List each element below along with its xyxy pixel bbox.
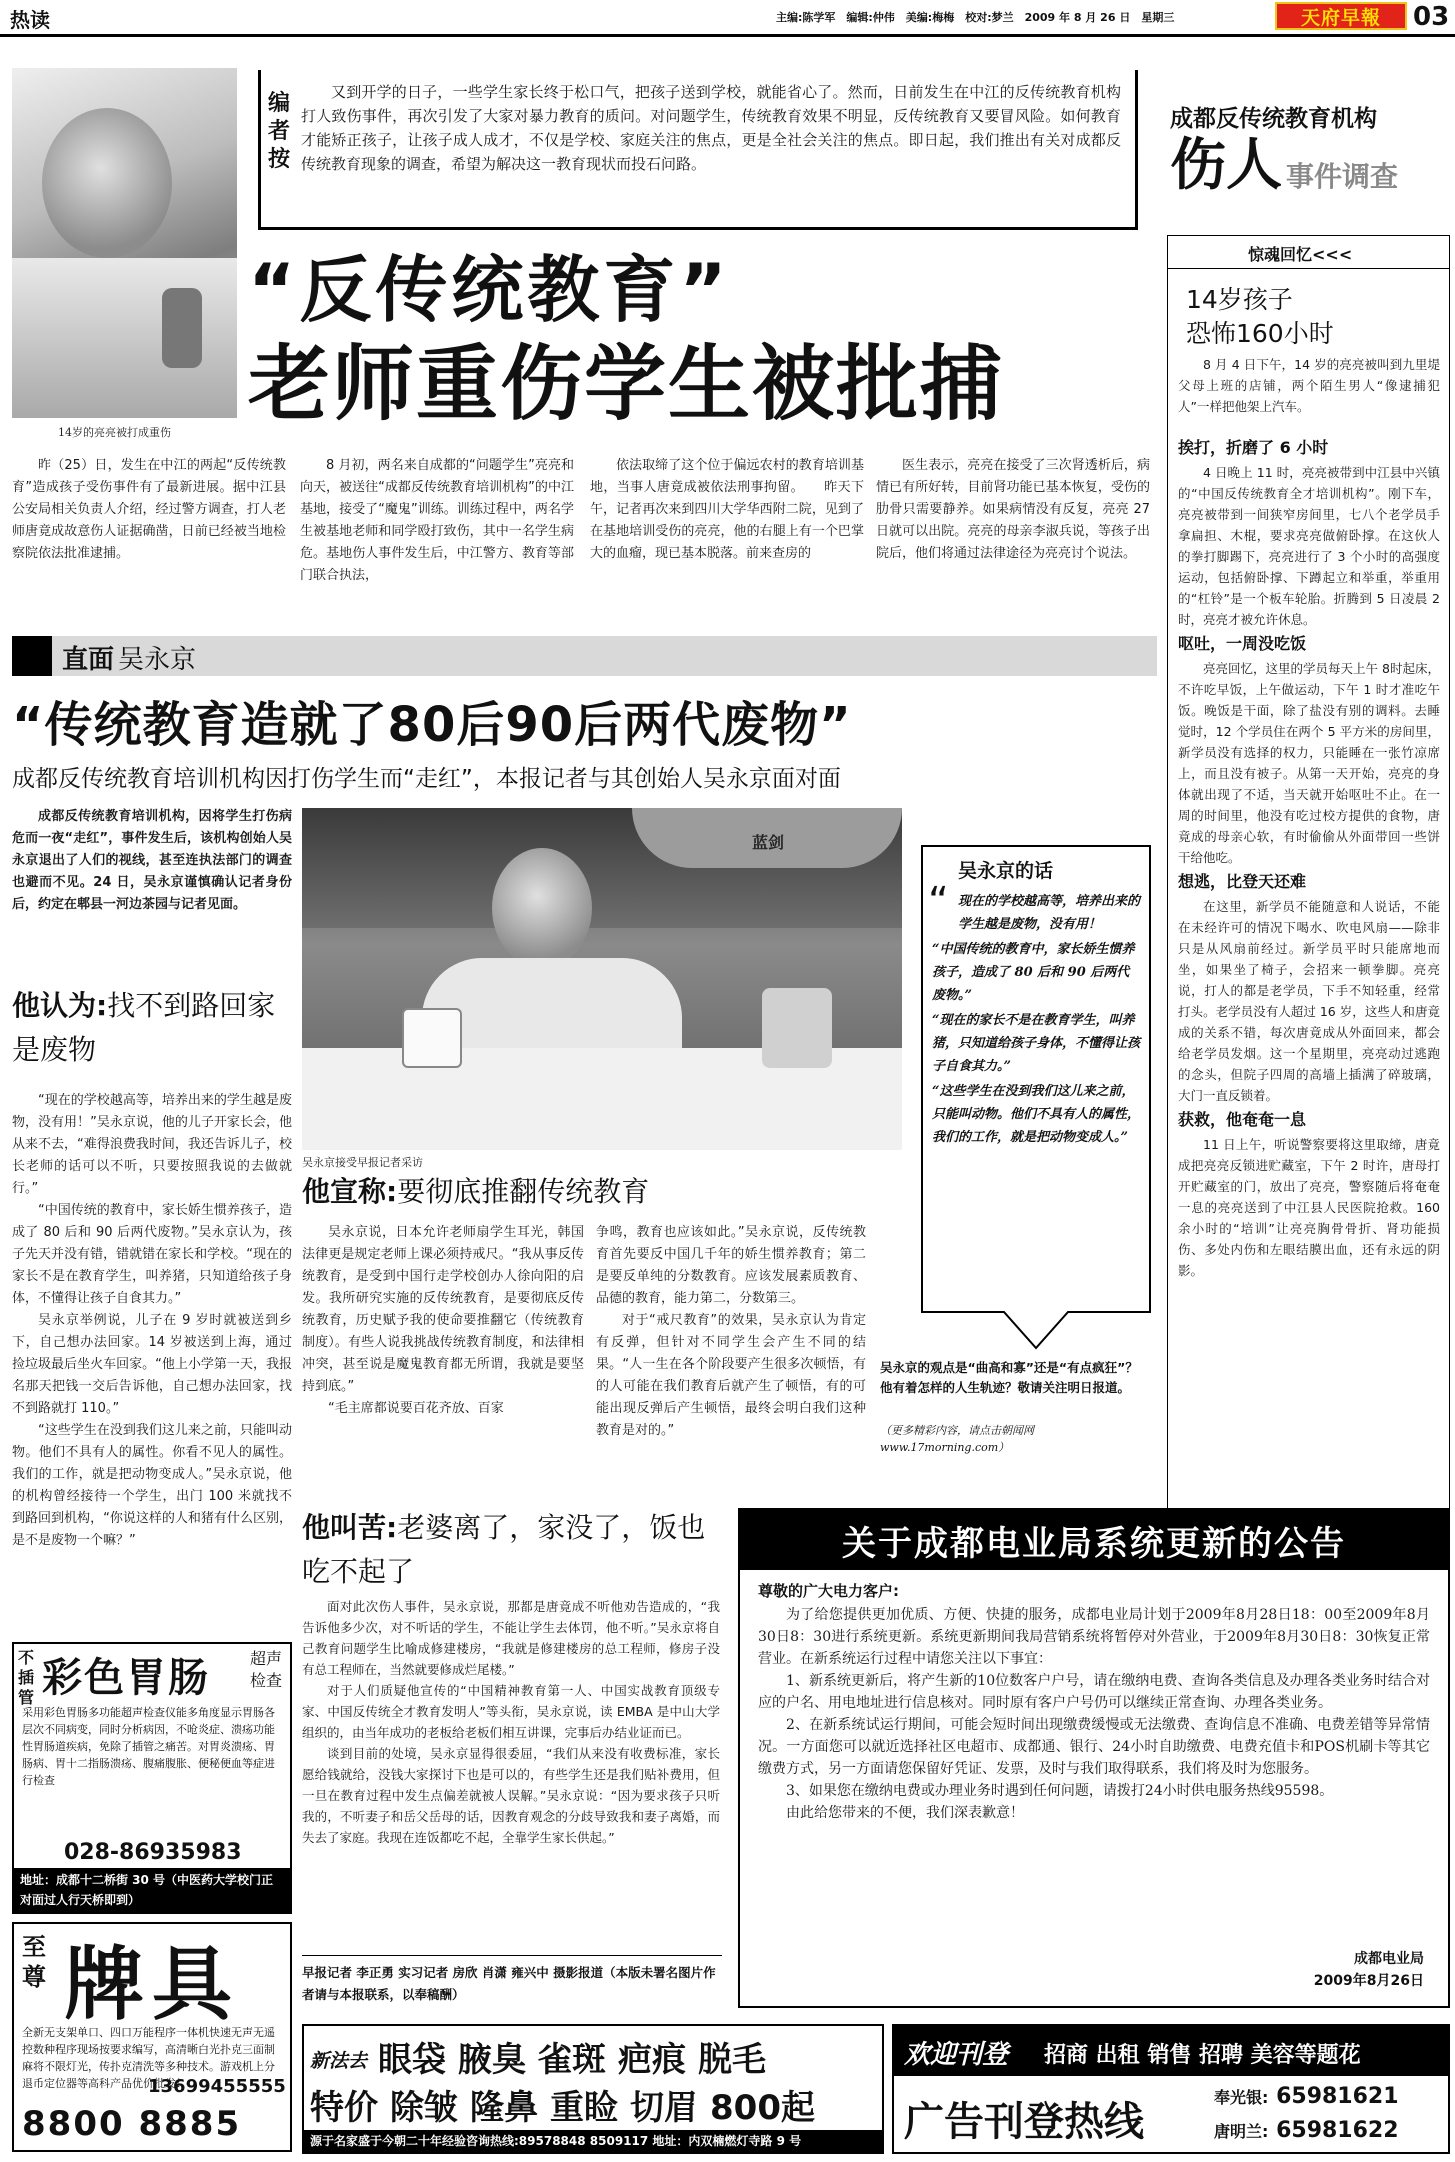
notice-para: 2、在新系统试运行期间，可能会短时间出现缴费缓慢或无法缴费、查询信息不准确、电费差错等异常情况。一方面您可以就近选择社区电超市、成都通、银行、24小时自助缴费、电费充值卡和POS机刷卡等其它缴费方式，另一方面请您保留好凭证、发票，及时与我们取得联系，我们将及时为您服务。	[758, 1717, 1430, 1777]
ad4-hotline: 广告刊登热线	[904, 2099, 1144, 2145]
sidebar-title-2: 恐怖160小时	[1186, 319, 1334, 348]
ad3-line2	[310, 2080, 815, 2129]
s2-prefix: 他宣称:	[302, 1175, 398, 1208]
s3-title	[302, 1508, 732, 1596]
ad-cards	[12, 1922, 292, 2152]
editor-note-label: 编者按	[267, 91, 290, 172]
quote-list	[932, 890, 1140, 1149]
notice-greeting: 尊敬的广大电力客户:	[758, 1582, 899, 1600]
sidebar-text-3: 在这里，新学员不能随意和人说话，不能在未经许可的情况下喝水、吹电风扇——除非只是从风扇前经过。新学员平时只能席地而坐，如果坐了椅子，会招来一顿拳脚。亮亮说，打人的都是老学员，下手不知轻重，经常打头。老学员没有人超过 16 岁，这些人和唐竟成的关系不错，每次唐竟成从外面回来，都会给老学员发烟。这一个星期里，亮亮动过逃跑的念头，但院子四周的高墙上插满了碎玻璃，大门一直反锁着。	[1178, 899, 1440, 1103]
quote-more[interactable]: （更多精彩内容，请点击朝闻网 www.17morning.com）	[880, 1424, 1034, 1454]
ad3-item: 疤痕	[618, 2040, 686, 2080]
ad4-contact2-name: 唐明兰:	[1214, 2122, 1269, 2141]
notice-title: 关于成都电业局系统更新的公告	[842, 1523, 1346, 1564]
main-headline	[248, 245, 1168, 435]
notice-title-bar	[740, 1510, 1448, 1570]
s3-para: 谈到目前的处境，吴永京显得很委屈，“我们从来没有收费标准，家长愿给钱就给，没钱大家探讨下也是可以的，有些学生还是我们贴补费用，但一旦在教育过程中发生点偏差就被人误解。”吴永京说：“因为要求孩子只听我的，不听妻子和岳父岳母的话，因教育观念的分歧导致我和妻子离婚，而失去了家庭。我现在连饭都吃不起，全靠学生家长供起。”	[302, 1746, 720, 1845]
headline-line1: “反传统教育”	[248, 248, 731, 332]
ad3-item: 腋臭	[458, 2040, 526, 2080]
section-name: 热读	[10, 8, 50, 32]
ad4-contact1[interactable]	[1214, 2084, 1399, 2109]
s1-para: 吴永京举例说，儿子在 9 岁时就被送到乡下，自己想办法回家。14 岁被送到上海，通过捡垃圾最后坐火车回家。“他上小学第一天，我报名那天把钱一交后告诉他，自己想办法回家，找不到路就打 110。”	[12, 1313, 292, 1416]
notice-body	[758, 1604, 1430, 1824]
s3-title-text: 老婆离了，家没了，饭也吃不起了	[302, 1511, 706, 1588]
quote-box-title: 吴永京的话	[958, 860, 1054, 882]
ad3-item: 隆鼻	[470, 2088, 538, 2128]
page-number: 03	[1413, 2, 1450, 32]
s1-title-text: 找不到路回家是废物	[12, 989, 276, 1066]
s2-para: “毛主席都说要百花齐放、百家	[328, 1401, 504, 1416]
ad3-item: 雀斑	[538, 2040, 606, 2080]
ad3-prefix: 新法去	[310, 2050, 368, 2072]
brand-name: 天府早報	[1300, 6, 1381, 29]
s2-title	[302, 1172, 649, 1216]
ad1-addr: 地址：成都十二桥街 30 号（中医药大学校门正对面过人行天桥即到）	[14, 1868, 290, 1912]
ad-gastro	[12, 1642, 292, 1914]
s3-byline: 早报记者 李正勇 实习记者 房欣 肖潇 雍兴中 摄影报道（本版未署名图片作者请与本报联系，以奉稿酬）	[302, 1965, 716, 2002]
ad2-body: 全新无支架单口、四口万能程序一体机快速无声无遥控数种程序现场按要求编写，高清晰白光扑克三面制麻将不限灯光，传扑克清洗等多种技术。游戏机上分退币定位器等高科产品优价批发！	[22, 2026, 275, 2090]
page-header	[0, 0, 1455, 34]
series-kicker: 成都反传统教育机构	[1170, 106, 1377, 132]
ad1-title: 彩色胃肠	[42, 1655, 210, 1701]
quote-4: “这些学生在没到我们这儿来之前，只能叫动物。他们不具有人的属性，我们的工作，就是把动物变成人。”	[932, 1084, 1141, 1145]
notice-para: 为了给您提供更加优质、方便、快捷的服务，成都电业局计划于2009年8月28日18：00至2009年8月30日8：30进行系统更新。系统更新期间我局营销系统将暂停对外营业，于2009年8月30日8：30恢复正常营业。在新系统运行过程中请您关注以下事宜：	[758, 1607, 1430, 1667]
lead-col-4: 医生表示，亮亮在接受了三次肾透析后，病情已有所好转，目前肾功能已基本恢复，受伤的肋骨只需要静养。如果病情没有反复，亮亮 27 日就可以出院。亮亮的母亲李淑兵说，等孩子出院后，他们将通过法律途径为亮亮讨个说法。	[876, 458, 1150, 561]
s1-para: “这些学生在没到我们这儿来之前，只能叫动物。他们不具有人的属性。你看不见人的属性。我们的工作，就是把动物变成人。”吴永京说，他的机构曾经接待一个学生，出门 100 米就找不到路回到机构，“你说这样的人和猪有什么区别，是不是废物一个嘛？”	[12, 1423, 292, 1548]
s2-body-right	[596, 1222, 866, 1442]
sidebar-text-4: 11 日上午，听说警察要将这里取缔，唐竟成把亮亮反锁进贮藏室，下午 2 时许，唐母打开贮藏室的门，放出了亮亮，警察随后将奄奄一息的亮亮送到了中江县人民医院抢救。160 余小时的“培训”让亮亮胸骨骨折、肾功能损伤、多处内伤和左眼结膜出血，还有永远的阴影。	[1178, 1137, 1440, 1278]
series-title-small: 事件调查	[1286, 160, 1399, 193]
lead-col-2: 8 月初，两名来自成都的“问题学生”亮亮和向天，被送往“成都反传统教育培训机构”的中江基地，接受了“魔鬼”训练。训练过程中，两名学生被基地老师和同学殴打致伤，其中一名学生病危。基地伤人事件发生后，中江警方、教育等部门联合执法，	[300, 458, 574, 583]
ad4-contact2-phone: 65981622	[1276, 2118, 1399, 2143]
notice-para: 由此给您带来的不便，我们深表歉意！	[786, 1805, 1024, 1821]
section-band	[12, 636, 1157, 676]
sidebar-box	[1167, 235, 1450, 1540]
s3-body	[302, 1596, 720, 1848]
s1-title	[12, 986, 282, 1074]
ad3-item: 眼袋	[378, 2040, 446, 2080]
notice-para: 3、如果您在缴纳电费或办理业务时遇到任何问题，请拨打24小时供电服务热线95598。	[786, 1783, 1334, 1799]
editor-note-text: 又到开学的日子，一些学生家长终于松口气，把孩子送到学校，就能省心了。然而，日前发生在中江的反传统教育机构打人致伤事件，再次引发了大家对暴力教育的质问。对问题学生，传统教育效果不明显，反传统教育又要冒风险。如何教育才能矫正孩子，让孩子成人成才，不仅是学校、家庭关注的焦点，更是全社会关注的焦点。即日起，我们推出有关对成都反传统教育现象的调查，希望为解决这一教育现状而投石问路。	[301, 83, 1121, 173]
ad-placement	[892, 2024, 1450, 2154]
ad4-contact1-phone: 65981621	[1276, 2084, 1399, 2109]
sidebar-intro: 8 月 4 日下午，14 岁的亮亮被叫到九里堤父母上班的店铺，两个陌生男人“像逮捕犯人”一样把他架上汽车。	[1178, 357, 1440, 414]
ad3-item: 脱毛	[698, 2040, 766, 2080]
ad3-line1	[378, 2032, 766, 2081]
quote-mark-icon: “	[928, 879, 949, 925]
s3-para: 对于人们质疑他宣传的“中国精神教育第一人、中国实战教育顶级专家、中国反传统全才教育发明人”等头衔，吴永京说，读 EMBA 是中山大学组织的，由当年成功的老板给老板们相互讲课，完事后办结业证而已。	[302, 1683, 720, 1740]
sidebar-head-3: 想逃，比登天还难	[1178, 872, 1307, 891]
sidebar-body	[1178, 434, 1440, 1281]
quote-footer: 吴永京的观点是“曲高和寡”还是“有点疯狂”？他有着怎样的人生轨迹？敬请关注明日报道。	[880, 1360, 1138, 1395]
injured-boy-photo	[12, 68, 237, 418]
face-subhead: 成都反传统教育培训机构因打伤学生而“走红”，本报记者与其创始人吴永京面对面	[12, 766, 841, 792]
s1-body	[12, 1090, 292, 1552]
ad3-item: 除皱	[390, 2088, 458, 2128]
s2-para: 争鸣，教育也应该如此。”吴永京说，反传统教育首先要反中国几千年的娇生惯养教育；第二是要反单纯的分数教育。应该发展素质教育、品德的教育，能力第二，分数第三。	[596, 1225, 866, 1306]
ad4-contact2[interactable]	[1214, 2118, 1399, 2143]
notice-date: 2009年8月26日	[1313, 1973, 1424, 1989]
s2-body-left	[302, 1222, 584, 1420]
credits: 主编:陈学军 编辑:仲伟 美编:梅梅 校对:梦兰 2009 年 8 月 26 日 星期三	[776, 11, 1175, 24]
band-label-bold: 直面	[62, 645, 115, 675]
ad3-item: 切眉	[630, 2088, 698, 2128]
ad4-items: 招商 出租 销售 招聘 美容等题花	[1044, 2043, 1361, 2068]
s3-byline-rule	[302, 1955, 722, 1956]
quote-1: 现在的学校越高等，培养出来的学生越是废物，没有用！	[958, 894, 1141, 932]
ad3-special: 特价	[310, 2088, 378, 2128]
photo1-caption: 14岁的亮亮被打成重伤	[58, 426, 171, 439]
quote-box	[918, 842, 1154, 1352]
header-rule	[0, 34, 1455, 37]
quote-2: “中国传统的教育中，家长娇生惯养孩子，造成了 80 后和 90 后两代废物。”	[932, 942, 1135, 1003]
lead-col-3: 依法取缔了这个位于偏远农村的教育培训基地，当事人唐竟成被依法刑事拘留。 昨天下午，记者再次来到四川大学华西附二院，见到了在基地培训受伤的亮亮，他的右腿上有一个巴掌大的血瘤，现已基本脱落。前来查房的	[590, 458, 864, 561]
photo2-caption: 吴永京接受早报记者采访	[302, 1156, 423, 1169]
power-notice	[738, 1508, 1450, 2008]
ad3-price: 800起	[710, 2088, 815, 2128]
ad1-body: 采用彩色胃肠多功能超声检查仪能多角度显示胃肠各层次不同病变，同时分析病因，不呛炎症、溃疡功能性胃肠道疾病，免除了插管之痛苦。对胃炎溃疡、胃肠病、胃十二指肠溃疡、腹痛腹胀、便秘便血等症进行检查	[22, 1706, 275, 1787]
sidebar-title-1: 14岁孩子	[1186, 285, 1293, 314]
ad1-side-left: 不插管	[18, 1648, 35, 1707]
ad2-mobile[interactable]: 13699455555	[148, 2076, 286, 2097]
ad2-phone[interactable]: 8800 8885	[22, 2104, 242, 2144]
notice-signer: 成都电业局	[1354, 1951, 1424, 1967]
lead-col-1: 昨（25）日，发生在中江的两起“反传统教育”造成孩子受伤事件有了最新进展。据中江县公安局相关负责人介绍，经过警方调查，打人老师唐竟成故意伤人证据确凿，日前已经被当地检察院依法批准逮捕。	[12, 458, 286, 561]
series-title-big: 伤人	[1170, 133, 1282, 198]
umbrella-text: 蓝剑	[752, 833, 785, 852]
ad4-contact1-name: 奉光银:	[1214, 2088, 1269, 2107]
ad-beauty	[302, 2024, 884, 2154]
ad1-phone[interactable]: 028-86935983	[64, 1840, 242, 1865]
face-headline: “传统教育造就了80后90后两代废物”	[12, 697, 852, 753]
ad3-item: 重睑	[550, 2088, 618, 2128]
brand-logo	[1275, 2, 1407, 30]
sidebar-head-2: 呕吐，一周没吃饭	[1178, 634, 1307, 653]
quote-3: “现在的家长不是在教育学生，叫养猪，只知道给孩子身体，不懂得让孩子自食其力。”	[932, 1013, 1141, 1074]
ad2-side: 至尊	[22, 1933, 46, 1991]
s1-para: “现在的学校越高等，培养出来的学生越是废物，没有用！”吴永京说，他的儿子开家长会，他从来不去，“难得浪费我时间，我还告诉儿子，校长老师的话可以不听，只要按照我说的去做就行。”	[12, 1093, 292, 1196]
headline-line2: 老师重伤学生被批捕	[248, 337, 1005, 432]
ad3-footer: 源于名家盛于今朝二十年经验咨询热线:89578848 8509117 地址：内双楠燃灯寺路 9 号	[304, 2130, 882, 2152]
s3-para: 面对此次伤人事件，吴永京说，那都是唐竟成不听他劝告造成的，“我告诉他多少次，对不听话的学生，不能让学生去体罚，他不听。”吴永京将自己教育问题学生比喻成修建楼房，“我就是修建楼房的总工程师，修房子没有总工程师在，当然就要修成烂尾楼。”	[302, 1599, 720, 1677]
s2-para: 对于“戒尺教育”的效果，吴永京认为肯定有反弹，但针对不同学生会产生不同的结果。“人一生在各个阶段要产生很多次顿悟，有的人可能在我们教育后就产生了顿悟，有的可能出现反弹后产生顿悟，最终会明白我们这种教育是对的。”	[596, 1313, 866, 1438]
sidebar-text-2: 亮亮回忆，这里的学员每天上午 8时起床，不许吃早饭，上午做运动，下午 1 时才准吃午饭。晚饭是干面，除了盐没有别的调料。去睡觉时，12 个学员住在两个 5 平方米的房间里，新学员没有选择的权力，只能睡在一张竹凉席上，而且没有被子。从第一天开始，亮亮的身体就出现了不适，当天就开始呕吐不止。在一周的时间里，他没有吃过校方提供的食物，唐竟成的母亲心软，有时偷偷从外面带回一些饼干给他吃。	[1178, 661, 1440, 865]
sidebar-head-1: 挨打，折磨了 6 小时	[1178, 438, 1329, 457]
editor-note-box	[258, 70, 1138, 230]
s3-prefix: 他叫苦:	[302, 1511, 398, 1544]
series-title	[1170, 100, 1450, 197]
band-label-name: 吴永京	[118, 645, 197, 675]
s2-title-text: 要彻底推翻传统教育	[397, 1175, 650, 1208]
notice-para: 1、新系统更新后，将产生新的10位数客户户号，请在缴纳电费、查询各类信息及办理各类业务时结合对应的户名、用电地址进行信息核对。同时原有客户户号仍可以继续正常查询、办理各类业务。	[758, 1673, 1430, 1711]
face-intro: 成都反传统教育培训机构，因将学生打伤病危而一夜“走红”，事件发生后，该机构创始人吴永京退出了人们的视线，甚至连执法部门的调查也避而不见。24 日，吴永京谨慎确认记者身份后，约定在郫县一河边茶园与记者见面。	[12, 809, 292, 912]
s2-para: 吴永京说，日本允许老师扇学生耳光，韩国法律更是规定老师上课必须持戒尺。“我从事反传统教育，是受到中国行走学校创办人徐向阳的启发。我所研究实施的反传统教育，是要彻底反传统教育，历史赋予我的使命要推翻它（传统教育制度）。有些人说我挑战传统教育制度，和法律相冲突，甚至说是魔鬼教育都无所谓，我就是要坚持到底。”	[302, 1225, 584, 1394]
s1-prefix: 他认为:	[12, 989, 108, 1022]
s1-para: “中国传统的教育中，家长娇生惯养孩子，造成了 80 后和 90 后两代废物。”吴永京认为，孩子先天并没有错，错就错在家长和学校。“现在的家长不是在教育学生，叫养猪，只知道给孩子身体，不懂得让孩子自食其力。”	[12, 1203, 292, 1306]
interview-photo	[302, 808, 902, 1150]
sidebar-head-4: 获救，他奄奄一息	[1178, 1110, 1307, 1129]
sidebar-tag: 惊魂回忆<<<	[1248, 245, 1353, 264]
sidebar-text-1: 4 日晚上 11 时，亮亮被带到中江县中兴镇的“中国反传统教育全才培训机构”。刚下车，亮亮被带到一间狭窄房间里，七八个老学员手拿扁担、木棍，要求亮亮做俯卧撑。在这伙人的拳打脚踢下，亮亮进行了 3 个小时的高强度运动，包括俯卧撑、下蹲起立和举重，举重用的“杠铃”是一个板车轮胎。折腾到 5 日凌晨 2 时，亮亮才被允许休息。	[1178, 465, 1440, 627]
ad4-welcome: 欢迎刊登	[904, 2040, 1009, 2070]
ad1-side-right: 超声检查	[250, 1649, 283, 1690]
ad2-title: 牌具	[64, 1938, 240, 2031]
